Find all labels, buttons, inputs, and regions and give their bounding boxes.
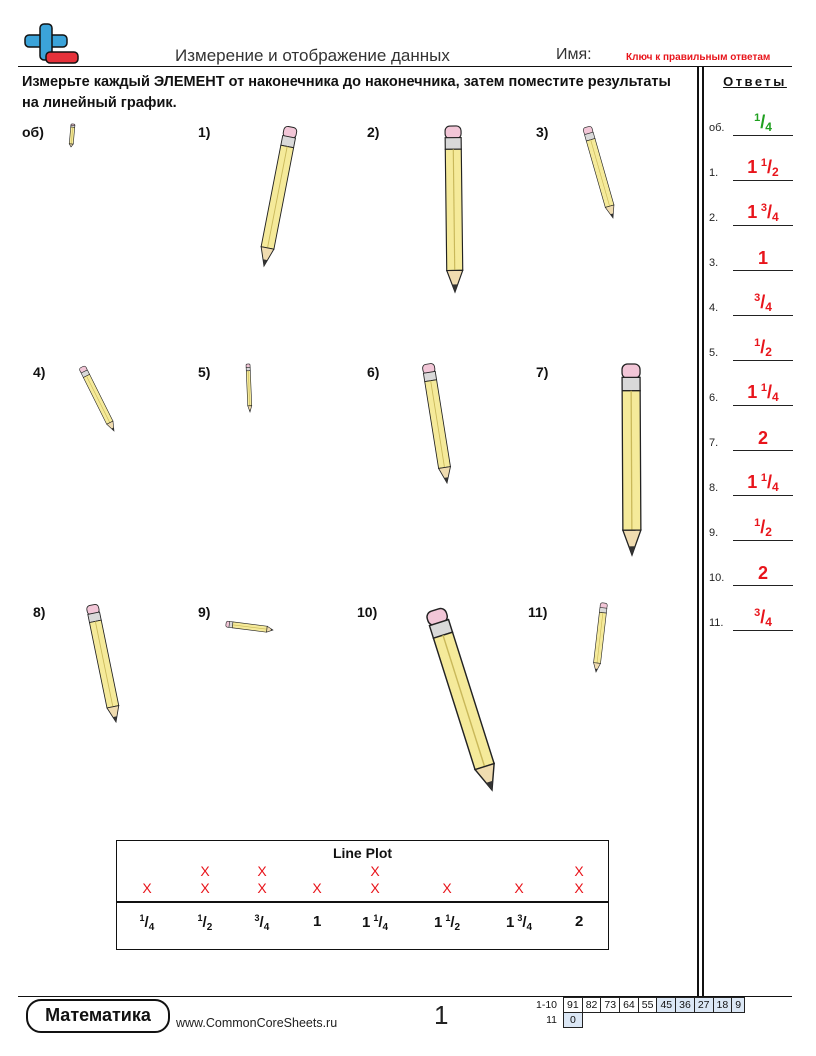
numerator: 1 xyxy=(197,913,203,923)
score-row-label: 1-10 xyxy=(536,999,558,1011)
plot-x-mark: X xyxy=(142,880,152,896)
plot-x-mark: X xyxy=(257,863,267,879)
plot-tick-label xyxy=(575,913,583,930)
answer-number: 5. xyxy=(709,347,719,359)
item-label-9: 9) xyxy=(198,604,211,620)
pencil-2 xyxy=(445,126,463,292)
plot-column xyxy=(175,863,235,897)
answer-number: 6. xyxy=(709,392,719,404)
answer-row xyxy=(709,595,793,631)
item-label-6: 6) xyxy=(367,364,380,380)
whole-part: 1 xyxy=(747,472,758,492)
answer-line xyxy=(733,495,793,496)
plot-x-mark: X xyxy=(370,880,380,896)
plot-tick-label: $^1/_4$ xyxy=(139,913,155,933)
denominator: 4 xyxy=(148,922,155,933)
answer-value: 1 $^1/_4$ xyxy=(747,472,779,494)
numerator: 1 xyxy=(754,337,761,349)
answer-number: 1. xyxy=(709,167,719,179)
answer-value xyxy=(733,563,793,584)
answer-value: $^3/_4$ xyxy=(754,607,772,629)
plot-column xyxy=(417,880,477,897)
plot-tick-label: $^3/_4$ xyxy=(254,913,270,933)
answer-row xyxy=(709,550,793,586)
answer-line xyxy=(733,405,793,406)
answer-line xyxy=(733,180,793,181)
denominator: 2 xyxy=(772,165,779,179)
page-title: Измерение и отображение данных xyxy=(175,46,450,65)
plot-column xyxy=(232,863,292,897)
pencil-1 xyxy=(258,126,298,267)
answer-key-label: Ключ к правильным ответам xyxy=(626,52,771,63)
answer-value: 1 $^1/_4$ xyxy=(747,382,779,404)
answer-line xyxy=(733,225,793,226)
answer-value: 1 $^1/_2$ xyxy=(747,157,779,179)
whole-part: 1 xyxy=(313,913,322,930)
whole-part: 1 xyxy=(747,202,758,222)
denominator: 4 xyxy=(772,390,779,404)
answer-number: 10. xyxy=(709,572,725,584)
answer-row xyxy=(709,370,793,406)
item-label-7: 7) xyxy=(536,364,549,380)
score-row xyxy=(533,1013,745,1028)
item-label-11: 11) xyxy=(528,604,548,620)
plot-x-mark: X xyxy=(514,880,524,896)
answer-number: 11. xyxy=(709,617,724,629)
site-url[interactable]: www.CommonCoreSheets.ru xyxy=(176,1016,338,1030)
numerator: 3 xyxy=(754,607,761,619)
answer-row xyxy=(709,505,793,541)
score-cell: 64 xyxy=(620,998,639,1013)
plot-column xyxy=(117,880,177,897)
pencil-0 xyxy=(69,124,75,147)
pencil-10 xyxy=(425,607,501,793)
line-plot-title: Line Plot xyxy=(332,845,393,861)
plot-x-mark: X xyxy=(574,863,584,879)
numerator: 1 xyxy=(760,472,768,484)
score-cell: 27 xyxy=(694,998,713,1013)
denominator: 4 xyxy=(765,300,772,314)
score-cell: 73 xyxy=(601,998,620,1013)
brand-logo: Математика xyxy=(26,999,170,1033)
plot-tick-label: 1 $^1/_4$ xyxy=(362,913,389,933)
answer-value xyxy=(733,428,793,449)
answer-row xyxy=(709,280,793,316)
item-label-3: 3) xyxy=(536,124,549,140)
answer-line xyxy=(733,540,793,541)
whole-part: 2 xyxy=(757,428,768,448)
numerator: 3 xyxy=(517,913,523,923)
pencil-7 xyxy=(622,364,641,555)
pencil-4 xyxy=(79,365,117,432)
plot-x-mark: X xyxy=(574,880,584,896)
score-table xyxy=(533,997,745,1028)
numerator: 1 xyxy=(754,112,761,124)
numerator: 1 xyxy=(760,157,768,169)
numerator: 1 xyxy=(760,382,768,394)
whole-part: 2 xyxy=(757,563,768,583)
answers-title: Ответы xyxy=(723,74,787,89)
answer-line xyxy=(733,360,793,361)
answer-row xyxy=(709,190,793,226)
numerator: 3 xyxy=(754,292,761,304)
score-cell: 9 xyxy=(732,998,745,1013)
numerator: 1 xyxy=(373,913,379,923)
denominator: 4 xyxy=(772,210,779,224)
denominator: 4 xyxy=(526,922,533,933)
answer-column-divider-inner xyxy=(702,66,704,996)
whole-part: 1 xyxy=(747,157,758,177)
score-cell: 0 xyxy=(564,1013,583,1028)
plot-x-mark: X xyxy=(442,880,452,896)
whole-part: 2 xyxy=(575,913,584,930)
answer-line xyxy=(733,450,793,451)
item-label-example: об) xyxy=(22,124,44,140)
plot-x-mark: X xyxy=(312,880,322,896)
numerator: 1 xyxy=(754,517,761,529)
answer-number: об. xyxy=(709,122,725,134)
line-plot xyxy=(116,840,609,950)
denominator: 2 xyxy=(765,525,772,539)
answer-value: $^3/_4$ xyxy=(754,292,772,314)
score-cell: 36 xyxy=(676,998,695,1013)
pencil-11 xyxy=(593,603,608,673)
score-row xyxy=(533,998,745,1013)
answer-line xyxy=(733,315,793,316)
item-label-2: 2) xyxy=(367,124,380,140)
plot-column xyxy=(287,880,347,897)
answer-number: 8. xyxy=(709,482,719,494)
answer-number: 4. xyxy=(709,302,719,314)
answer-value: $^1/_2$ xyxy=(754,517,772,539)
plot-tick-label: $^1/_2$ xyxy=(197,913,213,933)
answer-row xyxy=(709,235,793,271)
answer-row xyxy=(709,100,793,136)
answer-row xyxy=(709,415,793,451)
name-label: Имя: xyxy=(556,46,592,63)
answer-number: 2. xyxy=(709,212,719,224)
answer-number: 9. xyxy=(709,527,719,539)
whole-part: 1 xyxy=(506,914,515,931)
plot-tick-label: 1 $^1/_2$ xyxy=(434,913,461,933)
pencil-3 xyxy=(583,126,618,219)
score-cell: 18 xyxy=(713,998,732,1013)
whole-part: 1 xyxy=(757,248,768,268)
answer-value: $^1/_2$ xyxy=(754,337,772,359)
denominator: 2 xyxy=(206,922,213,933)
item-label-4: 4) xyxy=(33,364,46,380)
plot-x-mark: X xyxy=(200,880,210,896)
plot-column xyxy=(345,863,405,897)
numerator: 3 xyxy=(760,202,768,214)
denominator: 2 xyxy=(454,922,461,933)
plot-column xyxy=(549,863,609,897)
plot-column xyxy=(489,880,549,897)
score-cell: 82 xyxy=(582,998,601,1013)
answer-line xyxy=(733,630,793,631)
pencil-6 xyxy=(422,363,453,484)
answer-number: 3. xyxy=(709,257,719,269)
instructions: Измерьте каждый ЭЛЕМЕНТ от наконечника до наконечника, затем поместите результаты на линейный график. xyxy=(22,74,671,111)
score-row-label: 11 xyxy=(546,1014,558,1026)
answer-number: 7. xyxy=(709,437,719,449)
line-plot-axis xyxy=(117,901,608,903)
pencil-8 xyxy=(86,604,122,723)
page-number: 1 xyxy=(434,1000,449,1030)
item-label-1: 1) xyxy=(198,124,211,140)
denominator: 4 xyxy=(382,922,389,933)
item-label-5: 5) xyxy=(198,364,211,380)
denominator: 4 xyxy=(263,922,270,933)
answer-line xyxy=(733,585,793,586)
denominator: 4 xyxy=(772,480,779,494)
plot-x-mark: X xyxy=(200,863,210,879)
whole-part: 1 xyxy=(747,382,758,402)
plot-x-mark: X xyxy=(370,863,380,879)
answer-row xyxy=(709,460,793,496)
answer-value xyxy=(733,248,793,269)
numerator: 3 xyxy=(254,913,260,923)
answer-row xyxy=(709,145,793,181)
denominator: 4 xyxy=(765,120,772,134)
answer-row xyxy=(709,325,793,361)
answer-line xyxy=(733,270,793,271)
score-cell: 55 xyxy=(638,998,657,1013)
denominator: 4 xyxy=(765,615,772,629)
whole-part: 1 xyxy=(362,914,371,931)
numerator: 1 xyxy=(139,913,145,923)
item-label-8: 8) xyxy=(33,604,46,620)
numerator: 1 xyxy=(445,913,451,923)
item-label-10: 10) xyxy=(357,604,378,620)
plot-tick-label: 1 $^3/_4$ xyxy=(506,913,533,933)
plot-tick-label xyxy=(313,913,321,930)
denominator: 2 xyxy=(765,345,772,359)
plot-x-mark: X xyxy=(257,880,267,896)
pencil-5 xyxy=(246,364,252,412)
answer-value: 1 $^3/_4$ xyxy=(747,202,779,224)
answer-value: $^1/_4$ xyxy=(754,112,772,134)
score-cell: 91 xyxy=(564,998,583,1013)
answer-line xyxy=(733,135,793,136)
whole-part: 1 xyxy=(434,914,443,931)
score-cell: 45 xyxy=(657,998,676,1013)
pencil-9 xyxy=(226,621,274,633)
